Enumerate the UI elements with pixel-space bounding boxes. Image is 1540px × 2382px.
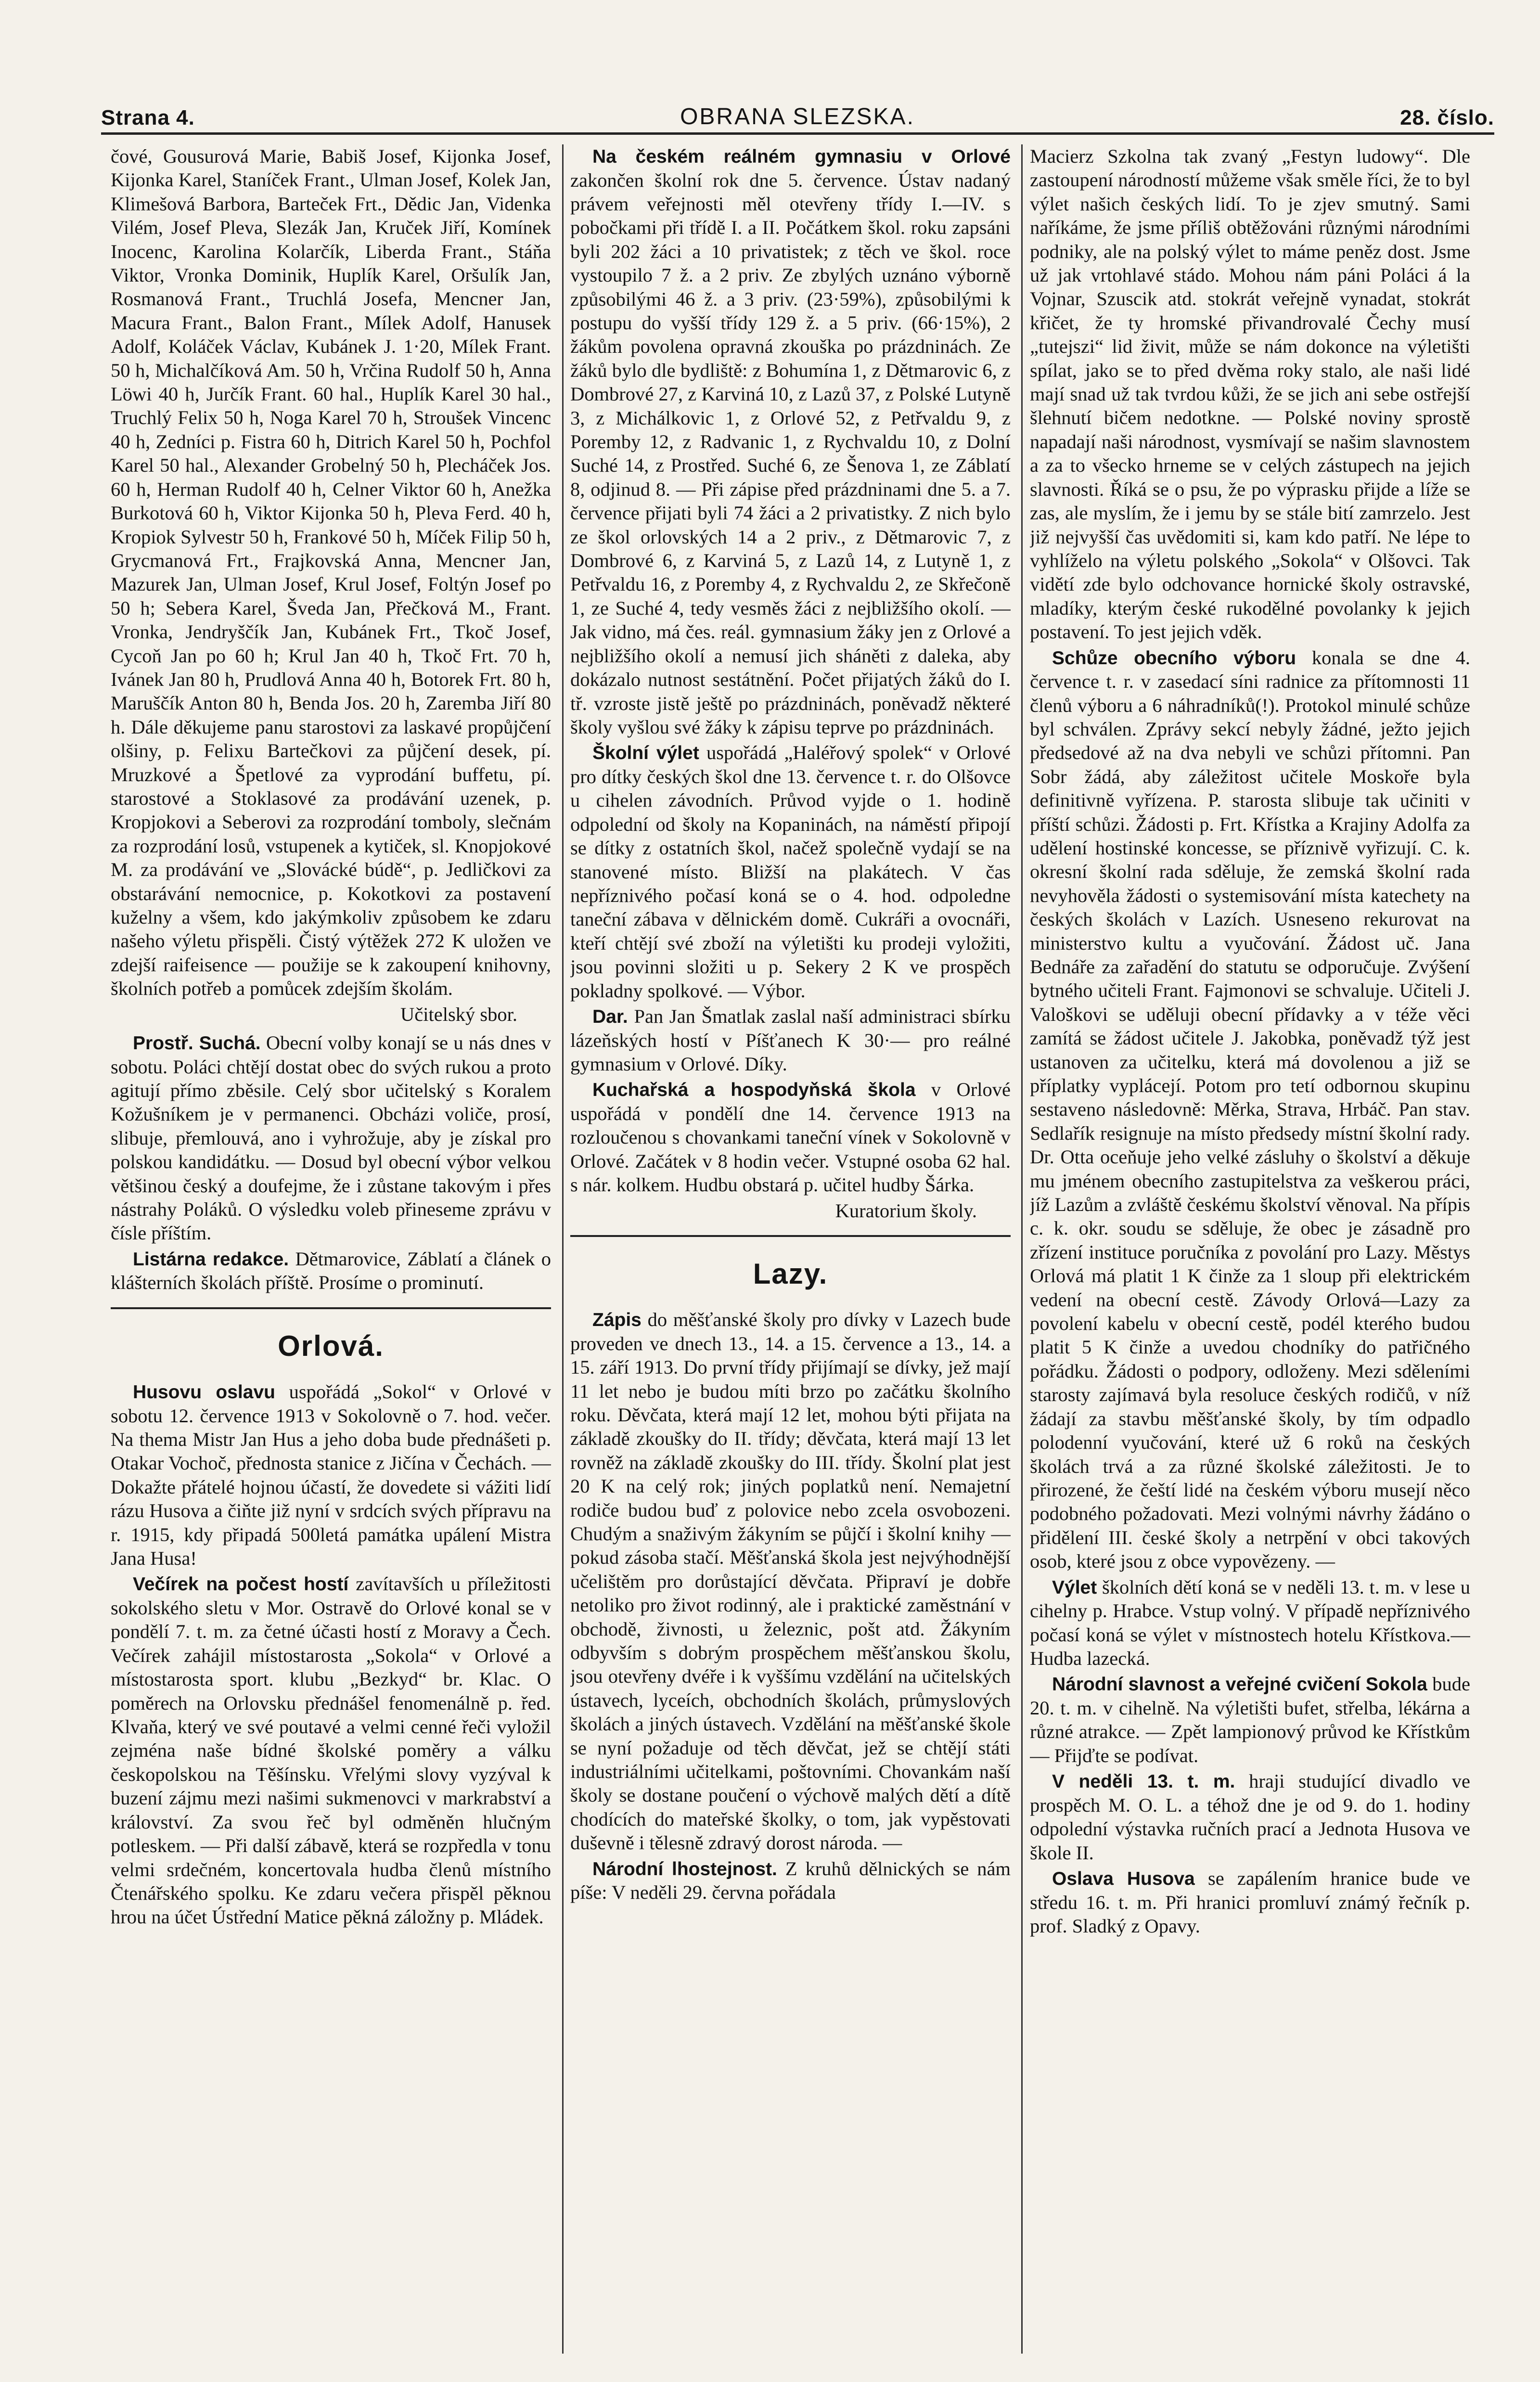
- article-oslava-husova-text: se zapálením hranice bude ve středu 16. t. m. Při hranici promluví známý řečník p. prof. Sladký z Opavy.: [1030, 1867, 1470, 1937]
- article-vylet-lazy-lead: Výlet: [1052, 1577, 1097, 1598]
- article-gymnasium: [570, 144, 1011, 739]
- article-lhostejnost-text: Z kruhů dělnických se nám píše: V neděli 29. června pořádala: [570, 1857, 1011, 1904]
- article-school-trip-lead: Školní výlet: [592, 743, 699, 764]
- article-hus-lead: Husovu oslavu: [133, 1382, 275, 1403]
- article-schuze: [1030, 646, 1470, 1573]
- article-dar: [570, 1004, 1011, 1076]
- article-gymnasium-lead: Na českém reálném gymnasiu v Orlové: [592, 146, 1011, 167]
- article-oslava-husova: [1030, 1867, 1470, 1938]
- article-nedele: [1030, 1769, 1470, 1865]
- header-divider: [101, 132, 1494, 135]
- column-1: [111, 144, 551, 2354]
- article-listarna-lead: Listárna redakce.: [133, 1249, 289, 1270]
- article-zapis-lead: Zápis: [592, 1310, 642, 1331]
- article-hus-text: uspořádá „Sokol“ v Orlové v sobotu 12. července 1913 v Sokolovně o 7. hod. večer. Na thema Mistr Jan Hus a jeho doba bude přednášeti p. Otakar Vochoč, přednosta stanice z Jičína v Čechách. — Dokažte přátelé hojnou účastí, že dovedete si vážiti lidí rázu Husova a čiňte již nyní v srdcích svých přípravu na r. 1915, kdy připadá 500letá památka upálení Mistra Jana Husa!: [111, 1381, 551, 1570]
- signature-kuratorium: Kuratorium školy.: [835, 1199, 977, 1222]
- article-sucha-lead: Prostř. Suchá.: [133, 1033, 261, 1054]
- article-school-trip: [570, 741, 1011, 1003]
- column-2: [570, 144, 1011, 2354]
- section-divider: [570, 1235, 1011, 1237]
- page-number: Strana 4.: [101, 106, 195, 129]
- article-hus: [111, 1380, 551, 1570]
- article-zapis-text: do měšťanské školy pro dívky v Lazech bude proveden ve dnech 13., 14. a 15. července a 13., 14. a 15. září 1913. Do první třídy přijímají se dívky, jež mají 11 let nebo je budou míti brzo po začátku školního roku. Děvčata, která mají 12 let, mohou býti přijata na základě zkoušky do II. třídy; děvčata, která mají 13 let rovněž na základě zkoušky do III. třídy. Školní plat jest 20 K na celý rok; jiných poplatků není. Nemajetní rodiče budou buď z polovice nebo zcela osvobozeni. Chudým a snaživým žákyním se půjčí i školní knihy — pokud zásoba stačí. Měšťanská škola jest nejvýhodnější učelištěm pro dorůstající děvčata. Připraví je dobře netoliko pro život rodinný, ale i praktické zaměstnání v obchodě, živnosti, u železnic, pošt atd. Žákyním odbyvším s dobrým prospěchem měšťanskou školu, jsou otevřeny dvéře i k vyššímu vzdělání na učitelských ústavech, lyceích, obchodních školách, průmyslových školách a jiných ústavech. Vzdělání na měšťanské škole se nyní požaduje od těch děvčat, jež se chtějí státi industriálními učitelkami, poštovními. Chovankám naší školy se dostane poučení o výchově malých dětí a dítě chodících do mateřské školky, o tom, jak vypěstovati duševně i tělesně zdravý dorost národa. —: [570, 1309, 1011, 1854]
- article-oslava-husova-lead: Oslava Husova: [1052, 1868, 1195, 1889]
- article-vecirek: [111, 1572, 551, 1929]
- article-lhostejnost: [570, 1857, 1011, 1905]
- article-continuation: Macierz Szkolna tak zvaný „Festyn ludowy“. Dle zastoupení národností můžeme však směle říci, že to byl výlet našich českých lidí. To je zjev smutný. Sami naříkáme, že jsme příliš obtěžováni různými národními podniky, ale na polský výlet to máme peněz dost. Jsme už jak vrtohlavé stádo. Mohou nám páni Poláci á la Vojnar, Szuscik atd. stokrát veřejně vynadat, stokrát křičet, že ty hromské přivandrovalé Čechy musí „tutejszi“ lid živit, může se nám dokonce na výletišti spílat, jako se to před dvěma roky stalo, ale naši lidé mají snad už tak tvrdou kůži, že se jich ani sebe ostřejší šlehnutí bičem nedotkne. — Polské noviny sprostě napadají naši národnost, vysmívají se našim slavnostem a za to všecko hrneme se v celých zástupech na jejich slavnosti. Říká se o psu, že po výprasku přijde a líže se zas, ale myslím, že i jemu by se stále bití zamrzelo. Jest již nejvyšší čas uvědomiti si, kam kdo patří. Ne lépe to vyhlíželo na výletu polského „Sokola“ v Olšovci. Tak vidětí zde bylo odchovance hornické školy ostravské, mladíky, kterým české rukodělné povolanky k jejich postavení. To jest jejich vděk.: [1030, 145, 1470, 643]
- article-dar-text: Pan Jan Šmatlak zaslal naší administraci sbírku lázeňských hostí v Píšťanech K 30·— pro reálné gymnasium v Orlové. Díky.: [570, 1005, 1011, 1075]
- signature-teachers: Učitelský sbor.: [400, 1003, 517, 1025]
- donor-list-paragraph: čové, Gousurová Marie, Babiš Josef, Kijonka Josef, Kijonka Karel, Staníček Frant., Ulman Josef, Kolek Jan, Klimešová Barbora, Barteček Frt., Dědic Jan, Videnka Vilém, Josef Pleva, Slezák Jan, Kruček Jiří, Komínek Inocenc, Karolina Kolarčík, Liberda Frant., Stáňa Viktor, Vronka Dominik, Huplík Karel, Oršulík Jan, Rosmanová Frant., Truchlá Josefa, Mencner Jan, Macura Frant., Balon Frant., Mílek Adolf, Hanusek Adolf, Koláček Václav, Kubánek J. 1·20, Mílek Frant. 50 h, Michalčíková Am. 50 h, Vrčina Rudolf 50 h, Anna Löwi 40 h, Jurčík Frant. 60 hal., Huplík Karel 30 hal., Truchlý Felix 50 h, Noga Karel 70 h, Stroušek Vincenc 40 h, Zedníci p. Fistra 60 h, Ditrich Karel 50 h, Pochfol Karel 50 hal., Alexander Grobelný 50 h, Plecháček Jos. 60 h, Herman Rudolf 40 h, Celner Viktor 60 h, Anežka Burkotová 60 h, Viktor Kijonka 50 h, Pleva Ferd. 40 h, Kropiok Sylvestr 50 h, Frankové 50 h, Míček Filip 50 h, Grycmanová Frt., Frajkovská Anna, Mencner Jan, Mazurek Jan, Ulman Josef, Krul Josef, Foltýn Josef po 50 h; Sebera Karel, Šveda Jan, Přečková M., Frant. Vronka, Jendryščík Jan, Kubánek Frt., Tkoč Josef, Cycoň Jan po 60 h; Krul Jan 40 h, Tkoč Frt. 70 h, Ivánek Jan 80 h, Prudlová Anna 40 h, Botorek Frt. 80 h, Maruščík Anton 80 h, Benda Jos. 20 h, Zaremba Jiří 80 h. Dále děkujeme panu starostovi za laskavé propůjčení olšiny, p. Felixu Bartečkovi za půjčení desek, pí. Mruzkové a Špetlové za vyprodání buffetu, pí. starostové a Stoklasové za prodávání uzenek, p. Kropjokovi a Seberovi za rozprodání tomboly, slečnám za rozprodání losů, vstupenek a kytiček, sl. Knopjokové M. za prodávání ve „Slovácké búdě“, p. Jedličkovi za obstarávání nemocnice, p. Kokotkovi za postavení kuželny a všem, kdo jakýmkoliv způsobem ke zdaru našeho výletu přispěli. Čistý výtěžek 272 K uložen ve zdejší raifeisence — použije se k zakoupení knihovny, školních potřeb a pomůcek zdejším školám.: [111, 145, 551, 1000]
- article-nedele-lead: V neděli 13. t. m.: [1052, 1771, 1235, 1792]
- article-narodni-slavnost-lead: Národní slavnost a veřejné cvičení Sokola: [1052, 1674, 1427, 1695]
- column-divider-1: [562, 144, 564, 2354]
- article-narodni-slavnost: [1030, 1672, 1470, 1767]
- article-gymnasium-text: zakončen školní rok dne 5. července. Ústav nadaný právem veřejnosti měl otevřeny třídy I.—IV. s pobočkami při třídě I. a II. Počátkem škol. roku zapsáni byli 202 žáci a 10 privatistek; z těch ve škol. roce vystoupilo 7 ž. a 2 priv. Ze zbylých uznáno výborně způsobilými 46 ž. a 3 priv. (23·59%), způsobilými k postupu do vyšší třídy 129 ž. a 5 priv. (66·15%), 2 žákům povolena opravná zkouška po prázdninách. Ze žáků bylo dle bydliště: z Bohumína 1, z Dětmarovic 6, z Dombrové 27, z Karviná 10, z Lazů 37, z Polské Lutyně 3, z Michálkovic 1, z Orlové 52, z Petřvaldu 9, z Poremby 12, z Radvanic 1, z Rychvaldu 10, z Dolní Suché 14, z Prostřed. Suché 6, ze Šenova 1, ze Záblatí 8, odjinud 8. — Při zápise před prázdninami dne 5. a 7. července přijati byli 74 žáci a 2 privatistky. Z nich bylo ze škol orlovských 14 a 2 priv., z Dětmarovic 7, z Dombrové 6, z Karviná 5, z Lazů 14, z Lutyně 1, z Petřvaldu 16, z Poremby 4, z Rychvaldu 2, ze Skřečoně 1, ze Suché 4, tedy vesměs žáci z nejbližšího okolí. — Jak vidno, má čes. reál. gymnasium žáky jen z Orlové a nejbližšího okolí a nemusí jich sháněti z daleka, aby dokázalo nutnost sestátnění. Počet přijatých žáků do I. tř. vzroste jistě ještě po prázdninách, poněvadž některé školy vyšlou své žáky k zápisu teprve po prázdninách.: [570, 169, 1011, 738]
- section-divider: [111, 1307, 551, 1309]
- article-schuze-text: konala se dne 4. července t. r. v zasedací síni radnice za přítomnosti 11 členů výboru a 6 náhradníků(!). Protokol minulé schůze byl schválen. Zprávy sekcí nebyly žádné, ježto jejich předsedové až na dva nebyli ve schůzi přítomni. Pan Sobr žádá, aby záležitost učitele Moskoře byla definitivně vyřízena. P. starosta slibuje tak učiniti v příští schůzi. Žádosti p. Frt. Křístka a Krajiny Adolfa za udělení hostinské koncesse, se příznivě vyřizují. C. k. okresní školní rada sděluje, že zemská školní rada nevyhověla žádosti o systemisování místa katechety na českých školách v Lazích. Usneseno rekurovat na ministerstvo kultu a vyučování. Žádost uč. Jana Bednáře za zařadění do statutu se odporučuje. Zvýšení bytného učiteli Frant. Fajmonovi se schvaluje. Učiteli J. Valoškovi se uděluji obecní přídavky a v téže věci zamítá se žádost učitele J. Jakobka, poněvadž týž jest ustanoven za učitelku, která má dovolenou a již se příplatky vyplácejí. Potom pro tetí odbornou skupinu sestaveno následovně: Měrka, Strava, Hrbáč. Pan stav. Sedlařík resignuje na místo předsedy místní školní rady. Dr. Otta oceňuje jeho velké zásluhy o školství a děkuje mu jménem obecního zastupitelstva za veškerou práci, jíž Lazům a zvláště českému školství věnoval. Na přípis c. k. okr. soudu se sděluje, že obec je zásadně pro zřízení instituce poručníka z povolání pro Lazy. Městys Orlová má platit 1 K činže za 1 sloup při elektrickém vedení na obecní cestě. Závody Orlová—Lazy za povolení kabelu v obecní cestě, podél kterého budou platit 5 K činže a uvedou chodníky do patřičného pořádku. Žádosti o podpory, odloženy. Mezi sděleními starosty zajímavá byla resoluce českých rodičů, v níž žádají za stavbu měšťanské školy, by tím odpadlo polodenní vyučování, které už 6 roků na českých školách trvá a za různé školské záležitosti. Je to přirozené, že čeští lidé na českém výboru musejí něco podobného požadovati. Mezi volnými návrhy žádáno o přidělení III. české školy a netrpění v obci takových osob, které jsou z obce vypovězeny. —: [1030, 646, 1470, 1572]
- newspaper-title: OBRANA SLEZSKA.: [680, 104, 915, 129]
- article-narodni-slavnost-text: bude 20. t. m. v cihelně. Na výletišti bufet, střelba, lékárna a různé atrakce. — Zpět lampionový průvod ke Křístkům — Přijďte se podívat.: [1030, 1673, 1470, 1766]
- issue-number: 28. číslo.: [1400, 106, 1494, 129]
- article-vecirek-text: zavítavších u příležitosti sokolského sletu v Mor. Ostravě do Orlové konal se v pondělí 7. t. m. za četné účasti hostí z Moravy a Čech. Večírek zahájil místostarosta „Sokola“ v Orlové a místostarosta sport. klubu „Bezkyd“ br. Klac. O poměrech na Orlovsku přednášel fenomenálně p. řed. Klvaňa, který ve své poutavé a velmi cenné řeči vyložil zejména naše bídné školské poměry a válku českopolskou na Těšínsku. Vřelými slovy vyzýval k buzení zájmu mezi našimi sukmenovci v markrabství a království. Za svou řeč byl odměněn hlučným potleskem. — Při další zábavě, která se rozpředla v tonu velmi srdečném, koncertovala hudba členů místního Čtenářského spolku. Ke zdaru večera přispěl pěknou hrou na účet Ústřední Matice pěkná záložny p. Mládek.: [111, 1573, 551, 1928]
- article-vylet-lazy-text: školních dětí koná se v neděli 13. t. m. v lese u cihelny p. Hrabce. Vstup volný. V případě nepříznivého počasí koná se výlet v místnostech hotelu Křístkova.— Hudba lazecká.: [1030, 1576, 1470, 1669]
- article-lhostejnost-lead: Národní lhostejnost.: [592, 1858, 777, 1880]
- article-school-trip-text: uspořádá „Haléřový spolek“ v Orlové pro dítky českých škol dne 13. července t. r. do Olšovce u cihelen závodních. Průvod vyjde o 1. hodině odpolední od školy na Kopaninách, na náměstí připojí se dítky z ostatních škol, načež společně vydají se na stanovené místo. Bližší na plakátech. V čas nepříznivého počasí koná se o 4. hod. odpoledne taneční zábava v dělnickém domě. Cukráři a ovocnáři, kteří chtějí své zboží na výletišti ku prodeji vyložiti, jsou povinni složiti u p. Sekery 2 K ve prospěch pokladny spolkové. — Výbor.: [570, 742, 1011, 1002]
- article-nedele-text: hraji studující divadlo ve prospěch M. O. L. a téhož dne je od 9. do 1. hodiny odpolední výstavka ručních prací a Jednota Husova ve škole II.: [1030, 1770, 1470, 1864]
- article-schuze-lead: Schůze obecního výboru: [1052, 647, 1296, 669]
- article-vylet-lazy: [1030, 1575, 1470, 1671]
- article-sucha: [111, 1031, 551, 1245]
- article-zapis: [570, 1308, 1011, 1855]
- article-dar-lead: Dar.: [592, 1006, 628, 1027]
- article-listarna: [111, 1247, 551, 1295]
- article-sucha-text: Obecní volby konají se u nás dnes v sobotu. Poláci chtějí dostat obec do svých rukou a proto agitují přímo zběsile. Celý sbor učitelský s Koralem Kožušníkem je v permanenci. Obcházi voliče, prosí, slibuje, přemlouvá, ano i vyhrožuje, aby je získal pro polskou kandidátku. — Dosud byl obecní výbor velkou většinou český a doufejme, že i zůstane takovým i přes nástrahy Poláků. O výsledku voleb přineseme zprávu v čísle příštím.: [111, 1032, 551, 1244]
- article-kucharska: [570, 1078, 1011, 1197]
- column-3: [1030, 144, 1470, 2354]
- article-listarna-text: Dětmarovice, Záblatí a článek o klášterních školách příště. Prosíme o prominutí.: [111, 1248, 551, 1294]
- section-heading-orlova: Orlová.: [278, 1329, 384, 1362]
- section-heading-lazy: Lazy.: [753, 1257, 828, 1290]
- column-divider-2: [1021, 144, 1023, 2354]
- article-kucharska-text: v Orlové uspořádá v pondělí dne 14. července 1913 na rozloučenou s chovankami taneční vínek v Sokolovně v Orlové. Začátek v 8 hodin večer. Vstupné osoba 62 hal. s nár. kolkem. Hudbu obstará p. učitel hudby Šárka.: [570, 1079, 1011, 1196]
- article-vecirek-lead: Večírek na počest hostí: [133, 1574, 349, 1595]
- article-kucharska-lead: Kuchařská a hospodyňská škola: [592, 1080, 916, 1101]
- page-header: [101, 91, 1494, 130]
